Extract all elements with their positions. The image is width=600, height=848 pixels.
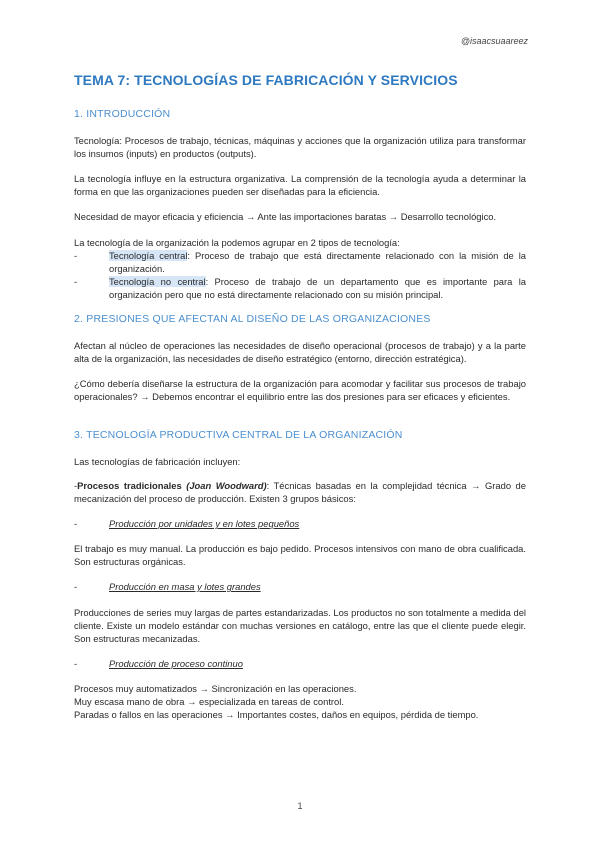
paragraph: Necesidad de mayor eficacia y eficiencia → Ante las importaciones baratas → Desarrollo tecnológico.	[74, 211, 497, 222]
list-item	[74, 249, 526, 275]
paragraph-text: : Técnicas basadas en la complejidad técnica → Grado de mecanización del proceso de producción. Existen 3 grupos básicos:	[74, 480, 526, 505]
bullet-dash: -	[74, 276, 78, 287]
subheading-item	[74, 517, 526, 530]
list-item-text: : Proceso de trabajo de un departamento que es importante para la organización pero que no está directamente relacionado con su misión principal.	[109, 276, 526, 301]
list-item	[74, 275, 526, 301]
list-item-text: : Proceso de trabajo que está directamente relacionado con la misión de la organización.	[109, 250, 526, 275]
paragraph: Las tecnologías de fabricación incluyen:	[74, 456, 241, 467]
section-heading-2: 2. PRESIONES QUE AFECTAN AL DISEÑO DE LAS ORGANIZACIONES	[74, 313, 431, 325]
paragraph-line: Muy escasa mano de obra → especializada en tareas de control.	[74, 696, 344, 707]
paragraph: El trabajo es muy manual. La producción es bajo pedido. Procesos intensivos con mano de obra cualificada. Son estructuras orgánicas.	[74, 543, 526, 568]
page-title: TEMA 7: TECNOLOGÍAS DE FABRICACIÓN Y SERVICIOS	[74, 72, 458, 88]
page-number: 1	[297, 801, 303, 811]
prefix-dash: -	[74, 480, 78, 491]
paragraph-line: Paradas o fallos en las operaciones → Importantes costes, daños en equipos, pérdida de tiempo.	[74, 709, 479, 720]
section-heading-1: 1. INTRODUCCIÓN	[74, 108, 171, 120]
bullet-dash: -	[74, 581, 78, 592]
paragraph: Tecnología: Procesos de trabajo, técnicas, máquinas y acciones que la organización utiliza para transformar los insumos (inputs) en productos (outputs).	[74, 135, 526, 160]
paragraph: Afectan al núcleo de operaciones las necesidades de diseño operacional (procesos de trabajo) y a la parte alta de la organización, las necesidades de diseño estratégico (entorno, dirección estratégica).	[74, 340, 526, 365]
paragraph-line: Procesos muy automatizados → Sincronización en las operaciones.	[74, 683, 357, 694]
author-handle: @isaacsuaareez	[460, 36, 528, 46]
subheading-item	[74, 657, 526, 670]
section-heading-3: 3. TECNOLOGÍA PRODUCTIVA CENTRAL DE LA ORGANIZACIÓN	[74, 429, 403, 441]
subheading: Producción por unidades y en lotes pequeños	[109, 518, 300, 529]
bold-term: Procesos tradicionales	[77, 480, 187, 491]
paragraph: La tecnología de la organización la podemos agrupar en 2 tipos de tecnología:	[74, 237, 400, 248]
paragraph: Producciones de series muy largas de partes estandarizadas. Los productos no son totalmente a medida del cliente. Existe un modelo estándar con muchas versiones en catálogo, entre las que el cliente puede elegir. Son estructuras mecanizadas.	[74, 607, 526, 645]
highlighted-term: Tecnología no central	[109, 276, 206, 287]
paragraph: ¿Cómo debería diseñarse la estructura de la organización para acomodar y facilitar sus procesos de trabajo operacionales? → Debemos encontrar el equilibrio entre las dos presiones para ser eficaces y eficientes.	[74, 378, 526, 403]
bullet-dash: -	[74, 518, 78, 529]
paragraph	[74, 479, 526, 505]
subheading: Producción en masa y lotes grandes	[109, 581, 261, 592]
subheading: Producción de proceso continuo	[109, 658, 243, 669]
bullet-dash: -	[74, 658, 78, 669]
subheading-item	[74, 580, 526, 593]
bullet-dash: -	[74, 250, 78, 261]
highlighted-term: Tecnología central	[109, 250, 188, 261]
paragraph: La tecnología influye en la estructura organizativa. La comprensión de la tecnología ayuda a determinar la forma en que las organizaciones pueden ser diseñadas para la eficiencia.	[74, 173, 526, 198]
author-reference: (Joan Woodward)	[186, 480, 267, 491]
